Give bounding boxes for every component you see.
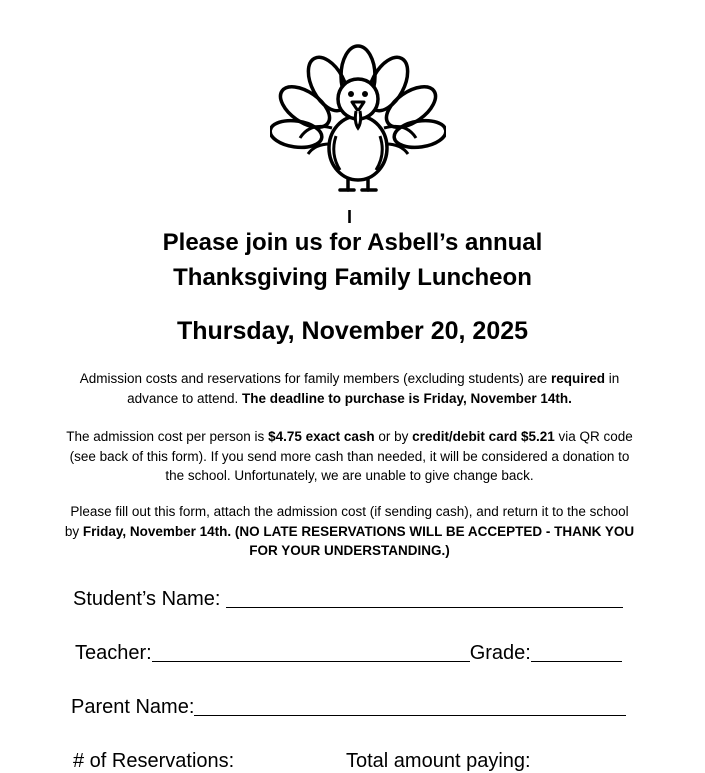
instructions-text: Please fill out this form, attach the admission cost (if sending cash), and return it to the school by	[64, 504, 629, 539]
required-emphasis: required	[550, 371, 605, 386]
deadline-emphasis: The deadline to purchase is Friday, November 14th.	[242, 390, 572, 406]
grade-field[interactable]	[531, 643, 622, 662]
cash-price: $4.75 exact cash	[268, 429, 375, 444]
cost-text-2: or by	[374, 429, 413, 444]
student-name-row	[73, 587, 623, 611]
turkey-icon	[270, 44, 446, 194]
late-notice: Friday, November 14th. (NO LATE RESERVATIONS WILL BE ACCEPTED - THANK YOU FOR YOUR UNDERSTANDING.)	[82, 523, 635, 558]
parent-name-label: Parent Name:	[71, 696, 195, 718]
parent-name-row	[71, 695, 626, 719]
student-name-label: Student’s Name:	[73, 588, 227, 610]
instructions-paragraph	[62, 502, 637, 561]
cost-text-3: via QR code (see back of this form). If you send more cash than needed, it will be considered a donation to the school. Unfortunately, we are unable to give change back.	[69, 429, 633, 483]
total-amount-label: Total amount paying:	[346, 750, 531, 772]
admission-text: Admission costs and reservations for family members (excluding students) are	[79, 371, 551, 386]
teacher-label: Teacher:	[75, 642, 152, 664]
admission-paragraph	[62, 369, 637, 408]
text-cursor-mark: I	[347, 207, 353, 227]
title-line-2: Thanksgiving Family Luncheon	[173, 264, 532, 291]
event-date: Thursday, November 20, 2025	[176, 317, 529, 345]
admission-text-2: in advance to attend.	[127, 371, 620, 406]
student-name-field[interactable]	[226, 589, 623, 608]
cost-text: The admission cost per person is	[66, 429, 269, 444]
cost-paragraph	[62, 427, 637, 486]
card-price: credit/debit card $5.21	[412, 429, 555, 444]
teacher-grade-row	[75, 641, 622, 665]
reservations-label: # of Reservations:	[73, 750, 235, 772]
teacher-field[interactable]	[152, 643, 470, 662]
title-line-1: Please join us for Asbell’s annual	[162, 229, 543, 256]
grade-label: Grade:	[469, 642, 531, 664]
parent-name-field[interactable]	[194, 697, 626, 716]
